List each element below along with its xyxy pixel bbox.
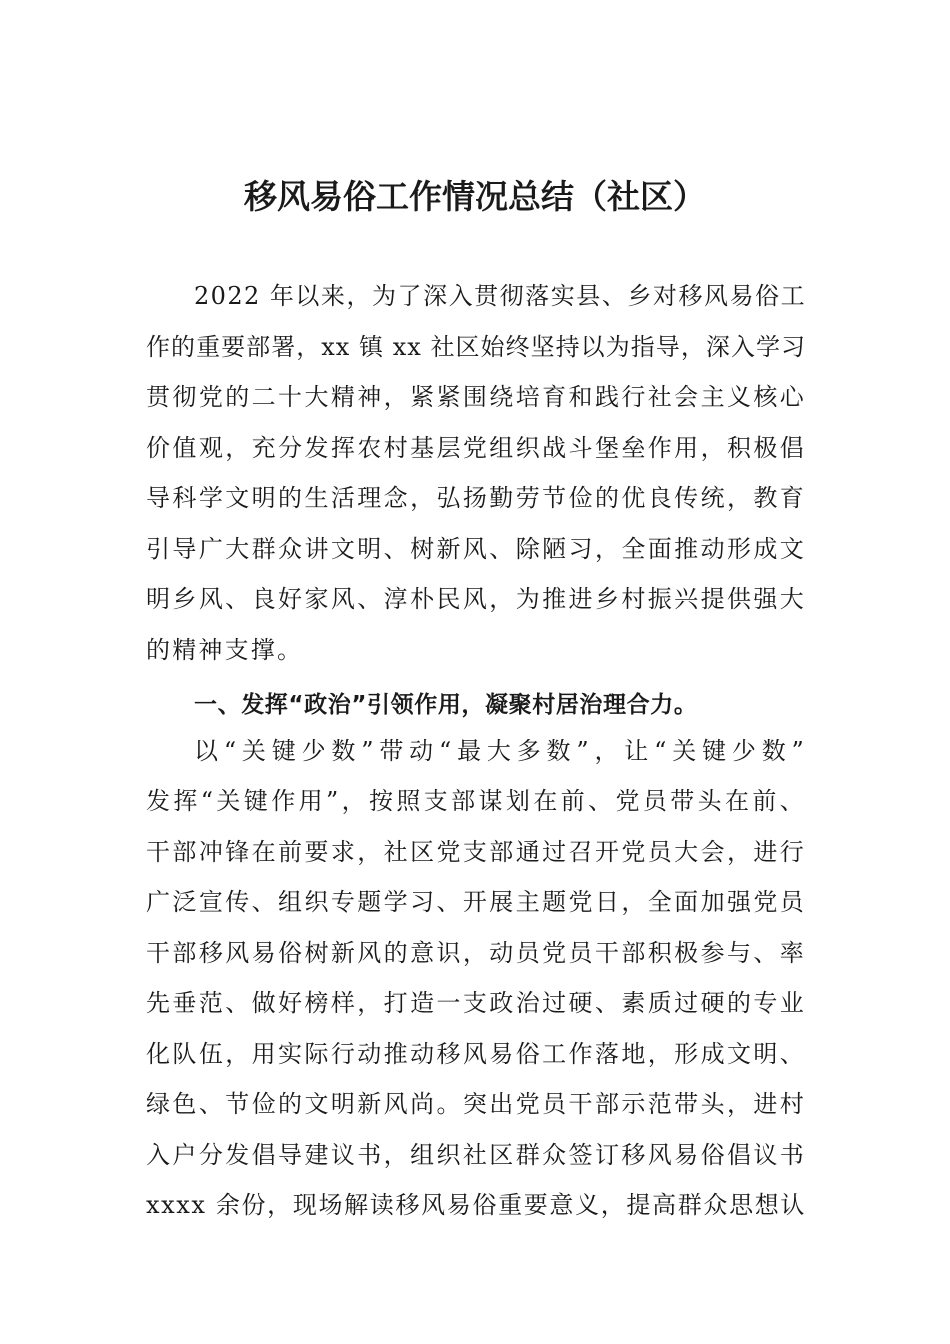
paragraph-intro [146, 276, 806, 680]
text-line: 作的重要部署，xx 镇 xx 社区始终坚持以为指导，深入学习 [146, 332, 806, 361]
text-line: 引导广大群众讲文明、树新风、除陋习，全面推动形成文 [146, 534, 806, 563]
text-line: xxxx 余份，现场解读移风易俗重要意义，提高群众思想认 [146, 1191, 806, 1219]
text-line: 绿色、节俭的文明新风尚。突出党员干部示范带头，进村 [146, 1090, 806, 1118]
text-line: 2022 年以来，为了深入贯彻落实县、乡对移风易俗工 [194, 282, 806, 310]
text-line: 入户分发倡导建议书，组织社区群众签订移风易俗倡议书 [146, 1140, 806, 1169]
text-line: 广泛宣传、组织专题学习、开展主题党日，全面加强党员 [146, 888, 806, 916]
text-line: 明乡风、良好家风、淳朴民风，为推进乡村振兴提供强大 [146, 585, 806, 613]
document-title: 移风易俗工作情况总结（社区） [244, 177, 706, 216]
text-line: 发挥“关键作用”，按照支部谋划在前、党员带头在前、 [146, 787, 806, 815]
text-line: 化队伍，用实际行动推动移风易俗工作落地，形成文明、 [146, 1039, 806, 1068]
text-line: 先垂范、做好榜样，打造一支政治过硬、素质过硬的专业 [146, 989, 806, 1017]
text-line: 干部冲锋在前要求，社区党支部通过召开党员大会，进行 [146, 837, 806, 866]
text-line: 贯彻党的二十大精神，紧紧围绕培育和践行社会主义核心 [146, 383, 806, 411]
text-line: 干部移风易俗树新风的意识，动员党员干部积极参与、率 [146, 938, 806, 967]
document-body [146, 276, 806, 1236]
text-line: 的精神支撑。 [146, 635, 304, 664]
paragraph-section1 [146, 731, 806, 1236]
text-line: 以“关键少数”带动“最大多数”，让“关键少数” [194, 736, 806, 765]
text-line: 价值观，充分发挥农村基层党组织战斗堡垒作用，积极倡 [146, 433, 806, 462]
text-line: 导科学文明的生活理念，弘扬勤劳节俭的优良传统，教育 [146, 484, 806, 512]
section-heading: 一、发挥“政治”引领作用，凝聚村居治理合力。 [194, 692, 698, 718]
